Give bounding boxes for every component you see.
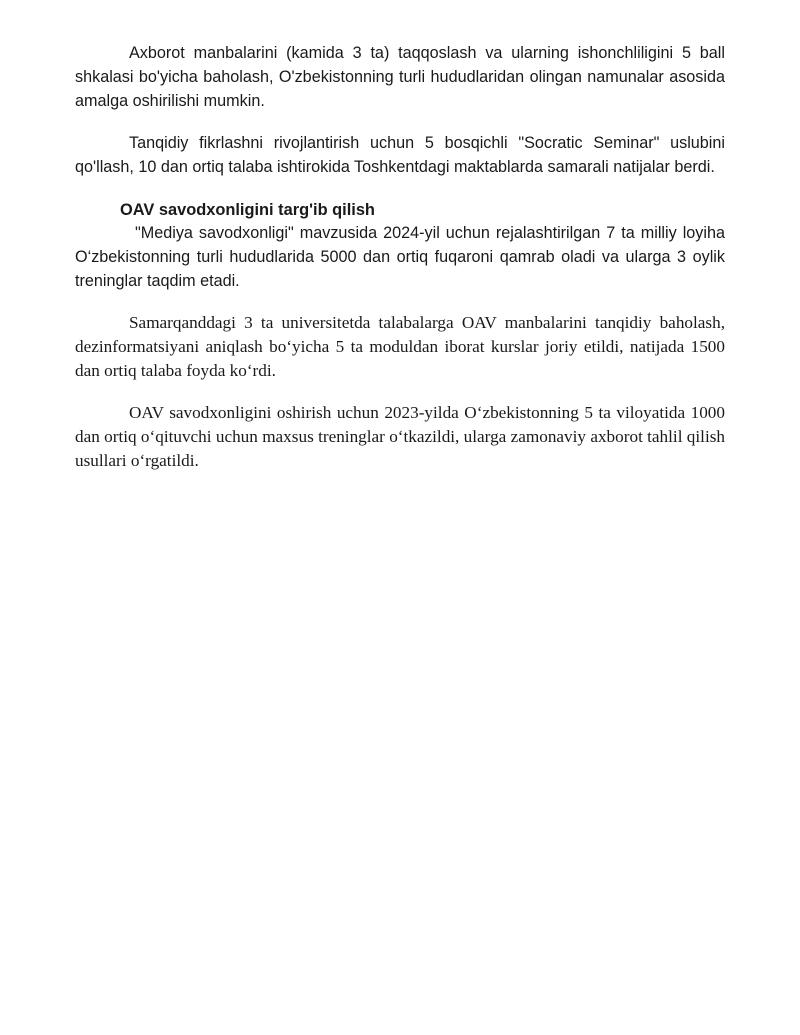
paragraph-socratic-seminar: Tanqidiy fikrlashni rivojlantirish uchun 5 bosqichli "Socratic Seminar" uslubini qo'llash, 10 dan ortiq talaba ishtirokida Toshkentdagi maktablarda samarali natijalar berdi.: [75, 134, 725, 176]
paragraph-source-comparison: Axborot manbalarini (kamida 3 ta) taqqoslash va ularning ishonchliligini 5 ball shkalasi bo'yicha baholash, O'zbekistonning turli hududlaridan olingan namunalar asosida amalga oshirilishi mumkin.: [75, 44, 725, 110]
section-heading: OAV savodxonligini targ'ib qilish: [120, 201, 375, 219]
paragraph-media-literacy-projects: "Mediya savodxonligi" mavzusida 2024-yil uchun rejalashtirilgan 7 ta milliy loyiha O‘zbekistonning turli hududlarida 5000 dan ortiq fuqaroni qamrab oladi va ularga 3 oylik treninglar taqdim etadi.: [75, 224, 725, 290]
paragraph-samarkand-universities: Samarqanddagi 3 ta universitetda talabalarga OAV manbalarini tanqidiy baholash, dezinformatsiyani aniqlash bo‘yicha 5 ta moduldan iborat kurslar joriy etildi, natijada 1500 dan ortiq talaba foyda ko‘rdi.: [75, 313, 725, 380]
paragraph-teacher-trainings: OAV savodxonligini oshirish uchun 2023-yilda O‘zbekistonning 5 ta viloyatida 1000 dan ortiq o‘qituvchi uchun maxsus treninglar o‘tkazildi, ularga zamonaviy axborot tahlil qilish usullari o‘rgatildi.: [75, 403, 725, 470]
document-body: [75, 41, 725, 491]
